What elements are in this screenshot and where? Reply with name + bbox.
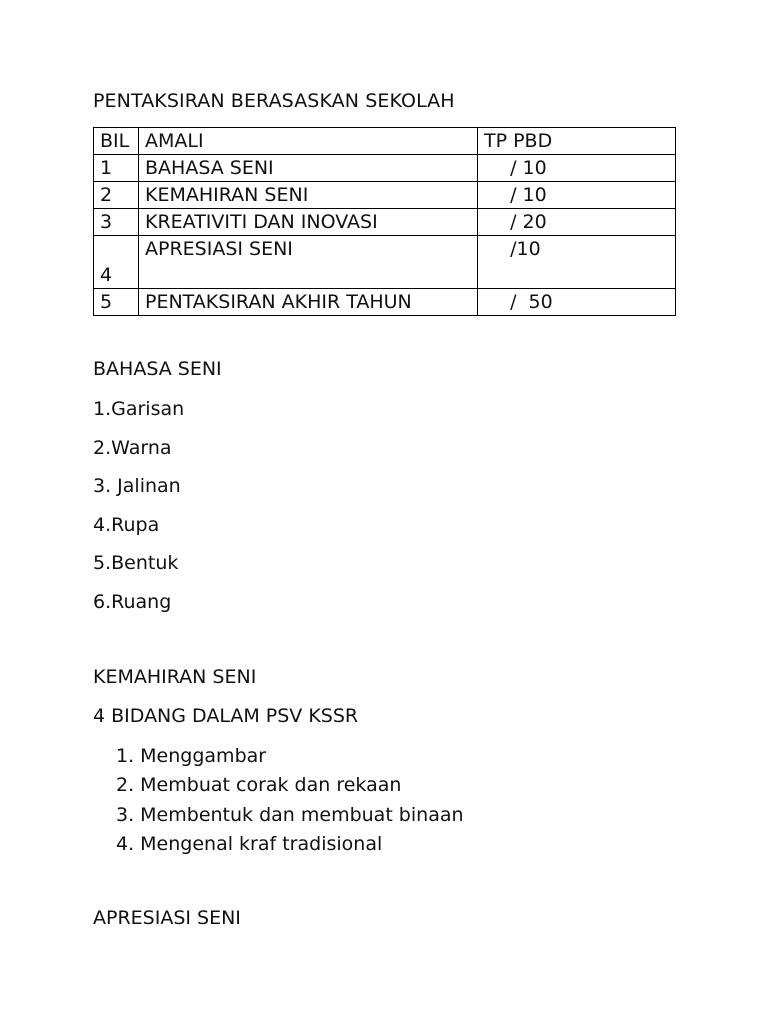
list-item: 1.Garisan [93,398,185,420]
kemahiran-seni-title: KEMAHIRAN SENI [93,666,257,688]
cell-tp-pbd: /10 [478,236,676,289]
cell-amali: KREATIVITI DAN INOVASI [139,209,478,236]
cell-tp-pbd: / 10 [478,182,676,209]
column-header-tp-pbd: TP PBD [478,128,676,155]
list-item: 2. Membuat corak dan rekaan [116,774,402,797]
list-item: 4. Mengenal kraf tradisional [116,832,383,855]
cell-bil: 5 [94,289,139,316]
cell-tp-pbd: / 10 [478,155,676,182]
column-header-amali: AMALI [139,128,478,155]
table-header-row [94,128,676,155]
bahasa-seni-title: BAHASA SENI [93,358,222,380]
list-item: 4.Rupa [93,513,160,536]
cell-bil: 3 [94,209,139,236]
cell-tp-pbd: / 50 [478,289,676,316]
table-row [94,289,676,316]
bahasa-seni-list [93,396,184,628]
list-item: 1. Menggambar [116,745,267,767]
cell-bil: 4 [94,236,139,289]
list-item: 6.Ruang [93,590,172,613]
table-row [94,155,676,182]
list-item: 5.Bentuk [93,552,179,575]
cell-amali: PENTAKSIRAN AKHIR TAHUN [139,289,478,316]
bidang-list [116,743,464,860]
apresiasi-seni-title: APRESIASI SENI [93,907,241,929]
cell-tp-pbd: / 20 [478,209,676,236]
kemahiran-seni-subtitle: 4 BIDANG DALAM PSV KSSR [93,705,359,727]
list-item: 2.Warna [93,436,172,459]
assessment-table [93,127,676,316]
cell-amali: KEMAHIRAN SENI [139,182,478,209]
list-item: 3. Membentuk dan membuat binaan [116,803,464,826]
cell-amali: APRESIASI SENI [139,236,478,289]
document-heading: PENTAKSIRAN BERASASKAN SEKOLAH [93,90,455,112]
list-item: 3. Jalinan [93,475,181,498]
column-header-bil: BIL [94,128,139,155]
cell-bil: 2 [94,182,139,209]
table-row [94,182,676,209]
table-row [94,209,676,236]
cell-amali: BAHASA SENI [139,155,478,182]
table-row [94,236,676,289]
cell-bil: 1 [94,155,139,182]
